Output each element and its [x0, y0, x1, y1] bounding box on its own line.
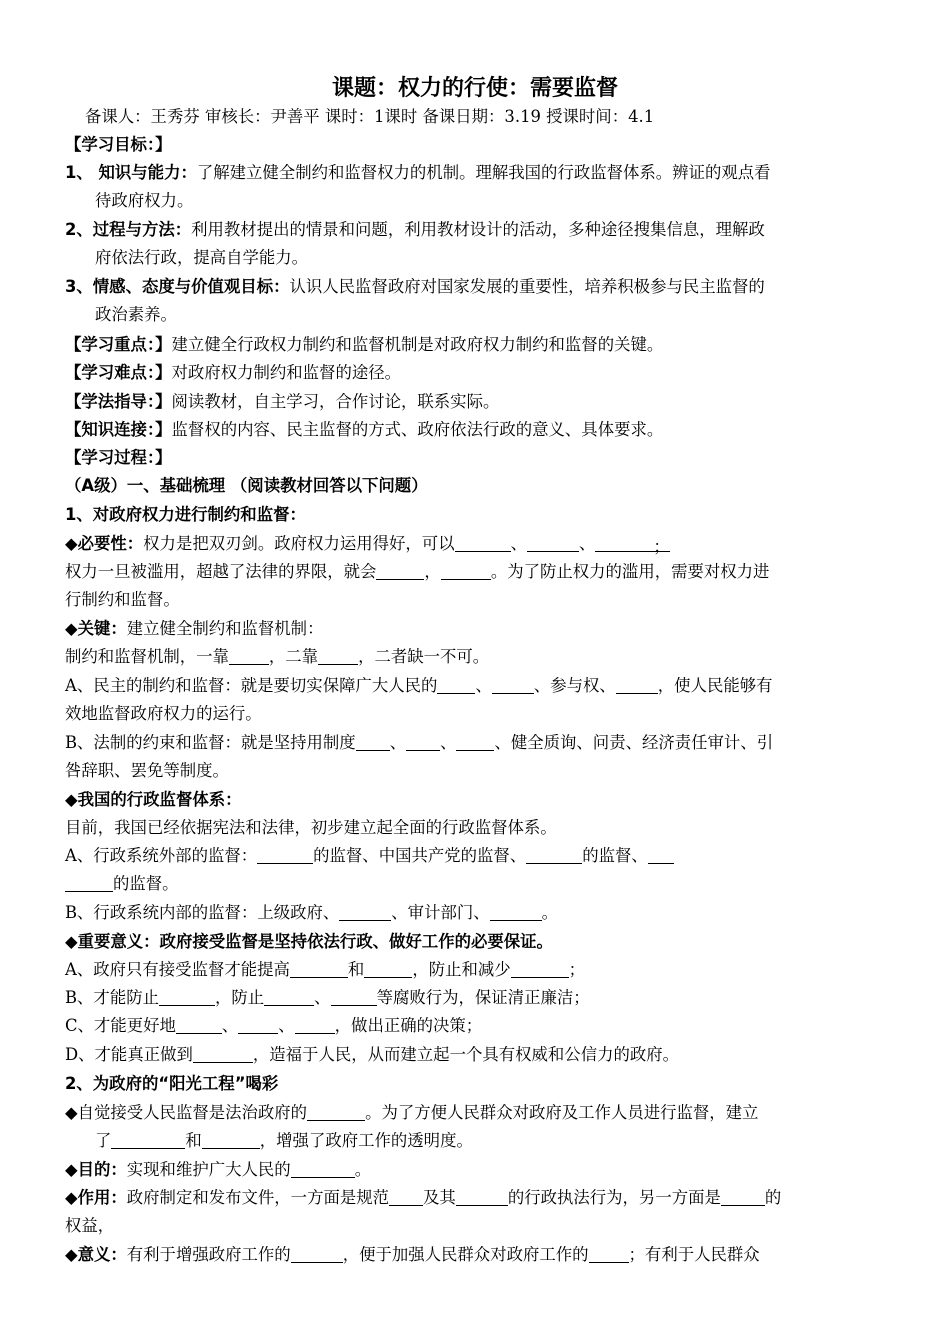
sep: 、 — [440, 733, 457, 752]
blank — [441, 561, 491, 580]
blank — [616, 675, 658, 694]
goals-heading: 【学习目标：】 — [65, 135, 172, 154]
sunshine-text-5: ，增强了政府工作的透明度。 — [259, 1131, 473, 1150]
key-mechanism-label: ◆关键： — [65, 619, 127, 638]
importance-d-text: D、才能真正做到 — [65, 1045, 193, 1064]
goal-2 — [65, 216, 895, 244]
blank — [356, 732, 390, 751]
sep: 、 — [475, 676, 492, 695]
blank — [526, 845, 582, 864]
mechanism-text-3: ，二者缺一不可。 — [358, 647, 490, 666]
necessity-text-3: 。为了防止权力的滥用，需要对权力进 — [490, 562, 770, 581]
blank — [648, 845, 674, 864]
significance-text-2: ，便于加强人民群众对政府工作的 — [342, 1245, 589, 1264]
function-text-2: 及其 — [423, 1188, 456, 1207]
importance-a-text-3: ，防止和减少 — [412, 960, 511, 979]
goal-1-text: 了解建立健全制约和监督权力的机制。理解我国的行政监督体系。辨证的观点看 — [196, 163, 771, 182]
importance-c-text: C、才能更好地 — [65, 1016, 176, 1035]
goal-2-cont: 府依法行政，提高自学能力。 — [95, 248, 309, 267]
purpose-line — [65, 1156, 895, 1184]
importance-c-text-2: ，做出正确的决策； — [334, 1016, 483, 1035]
purpose-text: 实现和维护广大人民的 — [126, 1160, 291, 1179]
lesson-meta: 备课人：王秀芬 审核长：尹善平 课时：1课时 备课日期：3.19 授课时间：4.1 — [85, 107, 655, 126]
blank — [307, 1102, 365, 1121]
blank — [492, 675, 534, 694]
internal-text: B、行政系统内部的监督：上级政府、 — [65, 903, 340, 922]
necessity-line-2 — [65, 558, 895, 586]
page-title: 课题：权力的行使：需要监督 — [331, 76, 618, 101]
goal-3-label: 3、情感、态度与价值观目标： — [65, 277, 290, 296]
section-1-heading: 1、对政府权力进行制约和监督： — [65, 505, 306, 524]
blank — [721, 1187, 765, 1206]
blank — [364, 959, 412, 978]
blank — [527, 533, 579, 552]
democratic-text-2: 、参与权、 — [533, 676, 616, 695]
semicolon: ； — [653, 533, 669, 552]
sunshine-line — [65, 1099, 895, 1127]
sep: 、 — [278, 1016, 295, 1035]
mechanism-text: 制约和监督机制，一靠 — [65, 647, 229, 666]
democratic-line-2: 效地监督政府权力的运行。 — [65, 704, 262, 723]
blank — [456, 1187, 508, 1206]
sep: 、 — [510, 534, 527, 553]
importance-a — [65, 956, 895, 984]
study-method-label: 【学法指导：】 — [65, 392, 172, 411]
goal-3-cont: 政治素养。 — [95, 305, 177, 324]
blank — [111, 1130, 185, 1149]
importance-d — [65, 1041, 895, 1069]
mechanism-text-2: ，二靠 — [268, 647, 319, 666]
legal-line-2: 咎辞职、罢免等制度。 — [65, 761, 229, 780]
blank — [389, 1187, 423, 1206]
necessity-line-3: 行制约和监督。 — [65, 590, 180, 609]
level-a-heading: （A级）一、基础梳理 （阅读教材回答以下问题） — [65, 476, 428, 495]
democratic-text: A、民主的制约和监督：就是要切实保障广大人民的 — [65, 676, 438, 695]
importance-b — [65, 984, 895, 1012]
importance-a-text-4: ； — [568, 960, 586, 979]
function-text-4: 的 — [764, 1188, 782, 1207]
blank — [65, 873, 113, 892]
blank — [229, 646, 269, 665]
knowledge-link-text: 监督权的内容、民主监督的方式、政府依法行政的意义、具体要求。 — [171, 420, 664, 439]
purpose-text-2: 。 — [354, 1160, 372, 1179]
importance-b-text: B、才能防止 — [65, 988, 159, 1007]
significance-text-3: ；有利于人民群众 — [628, 1245, 760, 1264]
internal-text-2: 、审计部门、 — [391, 903, 490, 922]
purpose-label: ◆目的： — [65, 1160, 127, 1179]
difficult-point-text: 对政府权力制约和监督的途径。 — [171, 363, 402, 382]
external-text: A、行政系统外部的监督： — [65, 846, 258, 865]
key-point — [65, 331, 895, 359]
blank — [406, 732, 440, 751]
blank — [290, 959, 348, 978]
blank — [295, 1015, 335, 1034]
importance-heading: ◆重要意义：政府接受监督是坚持依法行政、做好工作的必要保证。 — [65, 932, 553, 951]
necessity-text: 权力是把双刃剑。政府权力运用得好，可以 — [143, 534, 455, 553]
external-text-2: 的监督、中国共产党的监督、 — [313, 846, 527, 865]
blank — [490, 902, 542, 921]
difficult-point-label: 【学习难点：】 — [65, 363, 172, 382]
supervision-system-heading: ◆我国的行政监督体系： — [65, 790, 242, 809]
function-text: 政府制定和发布文件，一方面是规范 — [126, 1188, 390, 1207]
blank — [595, 533, 653, 552]
sunshine-text-3: 了 — [95, 1131, 112, 1150]
study-method — [65, 388, 895, 416]
blank — [318, 646, 358, 665]
sunshine-text-4: 和 — [185, 1131, 202, 1150]
blank — [511, 959, 569, 978]
importance-b-text-3: 等腐败行为，保证清正廉洁； — [376, 988, 590, 1007]
importance-a-text: A、政府只有接受监督才能提高 — [65, 960, 290, 979]
external-text-4: 的监督。 — [113, 874, 179, 893]
importance-a-text-2: 和 — [347, 960, 365, 979]
blank — [456, 732, 494, 751]
sep: 、 — [389, 733, 407, 752]
key-mechanism — [65, 615, 895, 643]
significance-label: ◆意义： — [65, 1245, 127, 1264]
legal-line — [65, 729, 895, 757]
section-2-heading: 2、为政府的“阳光工程”喝彩 — [65, 1074, 279, 1093]
goal-2-text: 利用教材提出的情景和问题，利用教材设计的活动，多种途径搜集信息，理解政 — [191, 220, 765, 239]
blank — [331, 987, 377, 1006]
blank — [176, 1015, 222, 1034]
goal-3-text: 认识人民监督政府对国家发展的重要性，培养积极参与民主监督的 — [289, 277, 765, 296]
sep: 、 — [221, 1016, 239, 1035]
blank — [437, 675, 475, 694]
blank — [339, 902, 391, 921]
knowledge-link-label: 【知识连接：】 — [65, 420, 172, 439]
sunshine-text: ◆自觉接受人民监督是法治政府的 — [65, 1103, 308, 1122]
significance-text: 有利于增强政府工作的 — [126, 1245, 291, 1264]
blank — [202, 1130, 260, 1149]
external-supervision-2 — [65, 870, 895, 898]
goal-1-label: 1、 知识与能力： — [65, 163, 197, 182]
key-point-text: 建立健全行政权力制约和监督机制是对政府权力制约和监督的关键。 — [171, 335, 664, 354]
internal-supervision — [65, 899, 895, 927]
blank — [264, 987, 314, 1006]
external-supervision — [65, 842, 895, 870]
blank — [455, 533, 511, 552]
blank — [291, 1159, 355, 1178]
importance-d-text-2: ，造福于人民，从而建立起一个具有权威和公信力的政府。 — [252, 1045, 680, 1064]
democratic-line — [65, 672, 895, 700]
necessity-label: ◆必要性： — [65, 534, 144, 553]
importance-b-text-2: ，防止 — [215, 988, 265, 1007]
sep: 、 — [578, 534, 596, 553]
sunshine-text-2: 。为了方便人民群众对政府及工作人员进行监督，建立 — [365, 1103, 759, 1122]
sunshine-line-2 — [95, 1127, 925, 1155]
internal-text-3: 。 — [541, 903, 559, 922]
study-method-text: 阅读教材，自主学习，合作讨论，联系实际。 — [171, 392, 500, 411]
goal-1 — [65, 159, 895, 187]
goal-1-cont: 待政府权力。 — [95, 191, 194, 210]
blank — [193, 1044, 253, 1063]
goal-3 — [65, 273, 895, 301]
difficult-point — [65, 359, 895, 387]
function-text-3: 的行政执法行为，另一方面是 — [507, 1188, 721, 1207]
process-heading: 【学习过程：】 — [65, 448, 172, 467]
democratic-text-3: ，使人民能够有 — [657, 676, 773, 695]
supervision-system-text: 目前，我国已经依据宪法和法律，初步建立起全面的行政监督体系。 — [65, 818, 557, 837]
necessity-text-2: 权力一旦被滥用，超越了法律的界限，就会 — [65, 562, 377, 581]
legal-text: B、法制的约束和监督：就是坚持用制度 — [65, 733, 356, 752]
knowledge-link — [65, 416, 895, 444]
blank — [589, 1244, 629, 1263]
function-line — [65, 1184, 895, 1212]
necessity-line — [65, 530, 895, 558]
key-point-label: 【学习重点：】 — [65, 335, 172, 354]
blank — [257, 845, 313, 864]
sep: 、 — [314, 988, 331, 1007]
key-mechanism-text: 建立健全制约和监督机制： — [126, 619, 324, 638]
blank — [291, 1244, 343, 1263]
goal-2-label: 2、过程与方法： — [65, 220, 192, 239]
legal-text-2: 、健全质询、问责、经济责任审计、引 — [494, 733, 774, 752]
mechanism-line — [65, 643, 895, 671]
blank — [159, 987, 215, 1006]
comma: ， — [424, 562, 441, 581]
blank — [376, 561, 424, 580]
blank — [238, 1015, 278, 1034]
function-label: ◆作用： — [65, 1188, 127, 1207]
significance-line — [65, 1241, 895, 1269]
function-line-2: 权益， — [65, 1216, 115, 1235]
external-text-3: 的监督、 — [582, 846, 648, 865]
importance-c — [65, 1012, 895, 1040]
